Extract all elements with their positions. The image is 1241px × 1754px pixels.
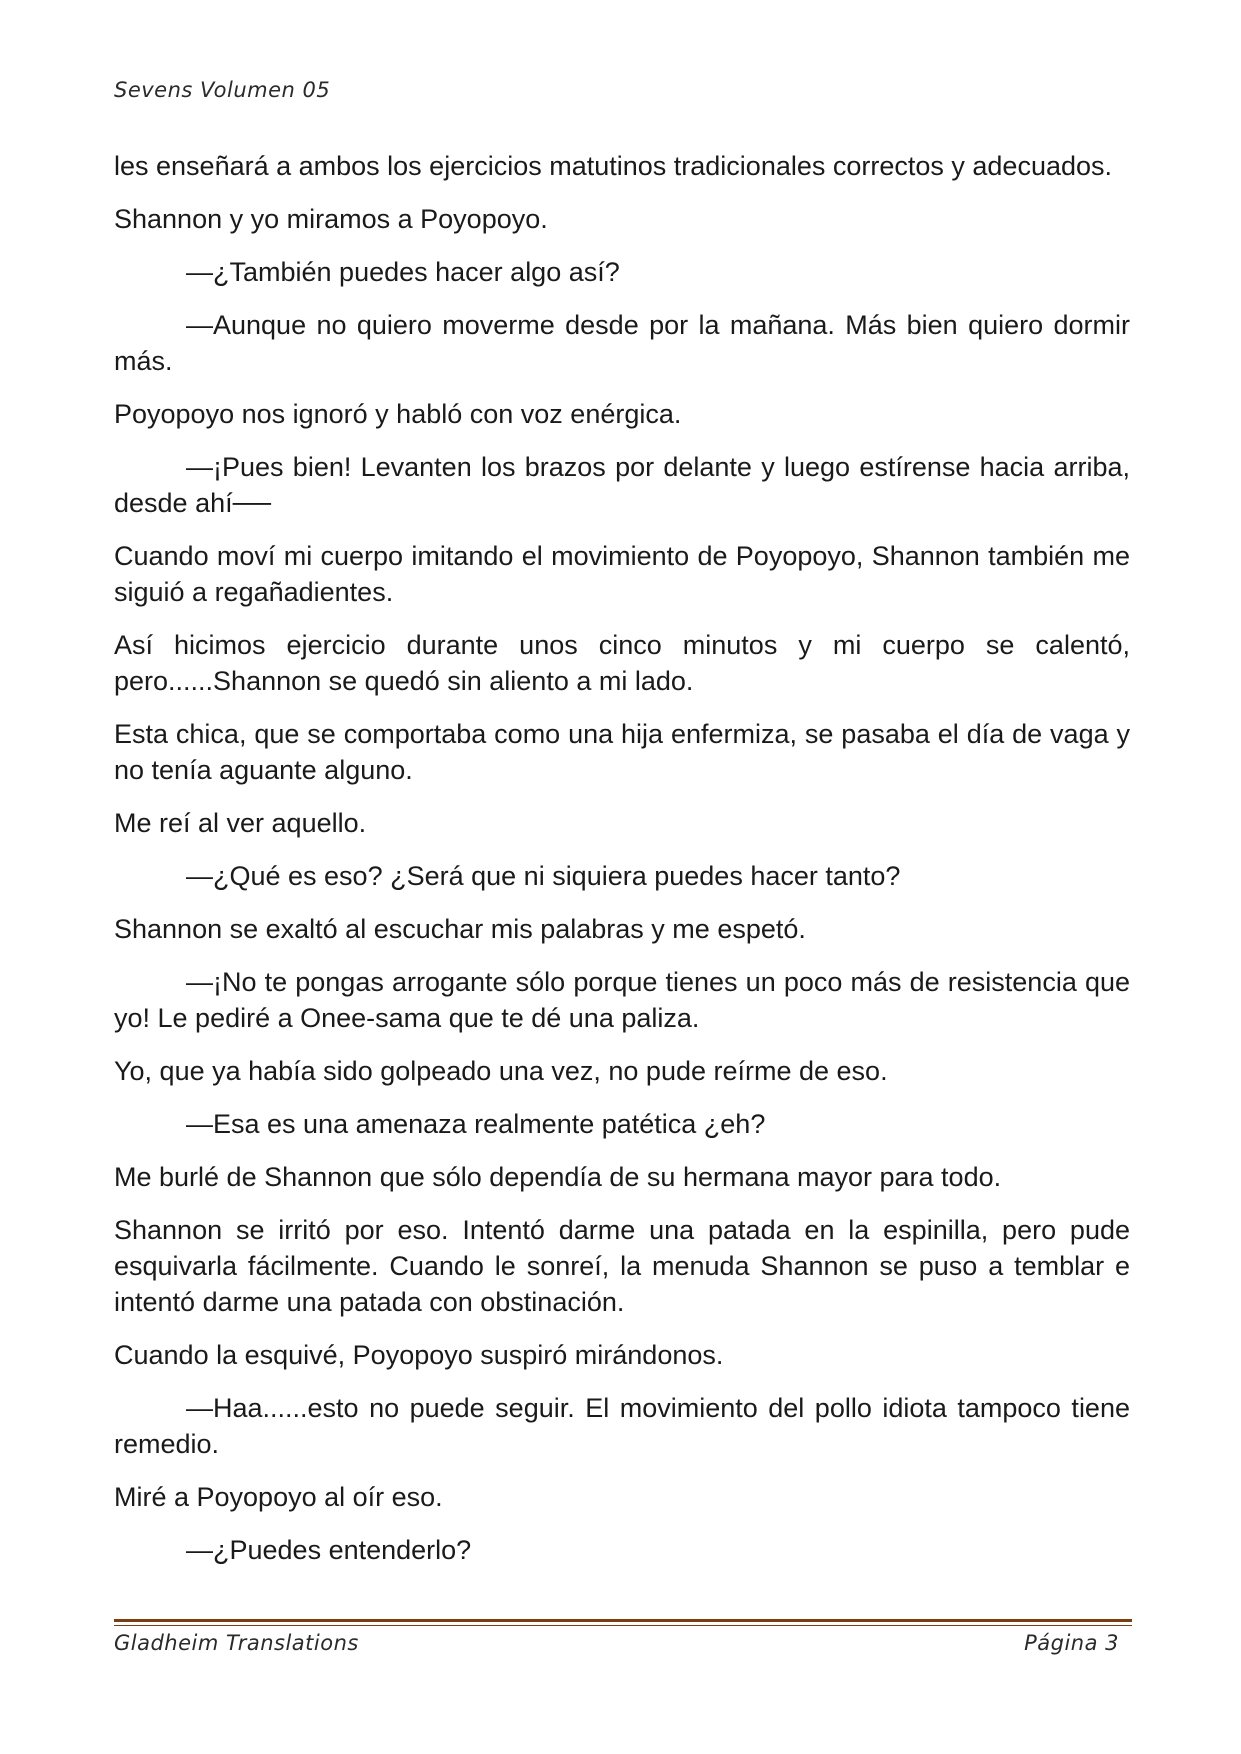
dialogue-line: —Haa......esto no puede seguir. El movimiento del pollo idiota tampoco tiene remedio. — [114, 1393, 1130, 1459]
paragraph: Shannon y yo miramos a Poyopoyo. — [114, 204, 548, 234]
paragraph: Shannon se irritó por eso. Intentó darme una patada en la espinilla, pero pude esquivarla fácilmente. Cuando le sonreí, la menuda Shannon se puso a temblar e intentó darme una patada con obstinación. — [114, 1215, 1130, 1317]
paragraph: Poyopoyo nos ignoró y habló con voz enérgica. — [114, 399, 682, 429]
footer-divider — [114, 1619, 1132, 1622]
page-body — [114, 148, 1130, 1585]
paragraph: Me reí al ver aquello. — [114, 808, 367, 838]
paragraph: Esta chica, que se comportaba como una hija enfermiza, se pasaba el día de vaga y no tenía aguante alguno. — [114, 719, 1130, 785]
dialogue-line: —¡Pues bien! Levanten los brazos por delante y luego estírense hacia arriba, desde ahí── — [114, 452, 1130, 518]
footer-publisher: Gladheim Translations — [114, 1631, 359, 1655]
paragraph: Miré a Poyopoyo al oír eso. — [114, 1482, 443, 1512]
paragraph: Yo, que ya había sido golpeado una vez, no pude reírme de eso. — [114, 1056, 888, 1086]
paragraph: Cuando moví mi cuerpo imitando el movimiento de Poyopoyo, Shannon también me siguió a regañadientes. — [114, 541, 1130, 607]
dialogue-line: —¿También puedes hacer algo así? — [186, 257, 620, 287]
dialogue-line: —Esa es una amenaza realmente patética ¿eh? — [186, 1109, 766, 1139]
paragraph: Así hicimos ejercicio durante unos cinco minutos y mi cuerpo se calentó, pero......Shannon se quedó sin aliento a mi lado. — [114, 630, 1130, 696]
page-number: Página 3 — [1024, 1631, 1119, 1655]
dialogue-line: —¡No te pongas arrogante sólo porque tienes un poco más de resistencia que yo! Le pediré a Onee-sama que te dé una paliza. — [114, 967, 1130, 1033]
dialogue-line: —¿Puedes entenderlo? — [186, 1535, 472, 1565]
paragraph: Cuando la esquivé, Poyopoyo suspiró mirándonos. — [114, 1340, 724, 1370]
footer-divider-thin — [114, 1625, 1132, 1626]
dialogue-line: —Aunque no quiero moverme desde por la mañana. Más bien quiero dormir más. — [114, 310, 1130, 376]
paragraph: Me burlé de Shannon que sólo dependía de su hermana mayor para todo. — [114, 1162, 1002, 1192]
paragraph: les enseñará a ambos los ejercicios matutinos tradicionales correctos y adecuados. — [114, 151, 1113, 181]
paragraph: Shannon se exaltó al escuchar mis palabras y me espetó. — [114, 914, 806, 944]
running-header: Sevens Volumen 05 — [114, 78, 331, 102]
dialogue-line: —¿Qué es eso? ¿Será que ni siquiera puedes hacer tanto? — [186, 861, 901, 891]
